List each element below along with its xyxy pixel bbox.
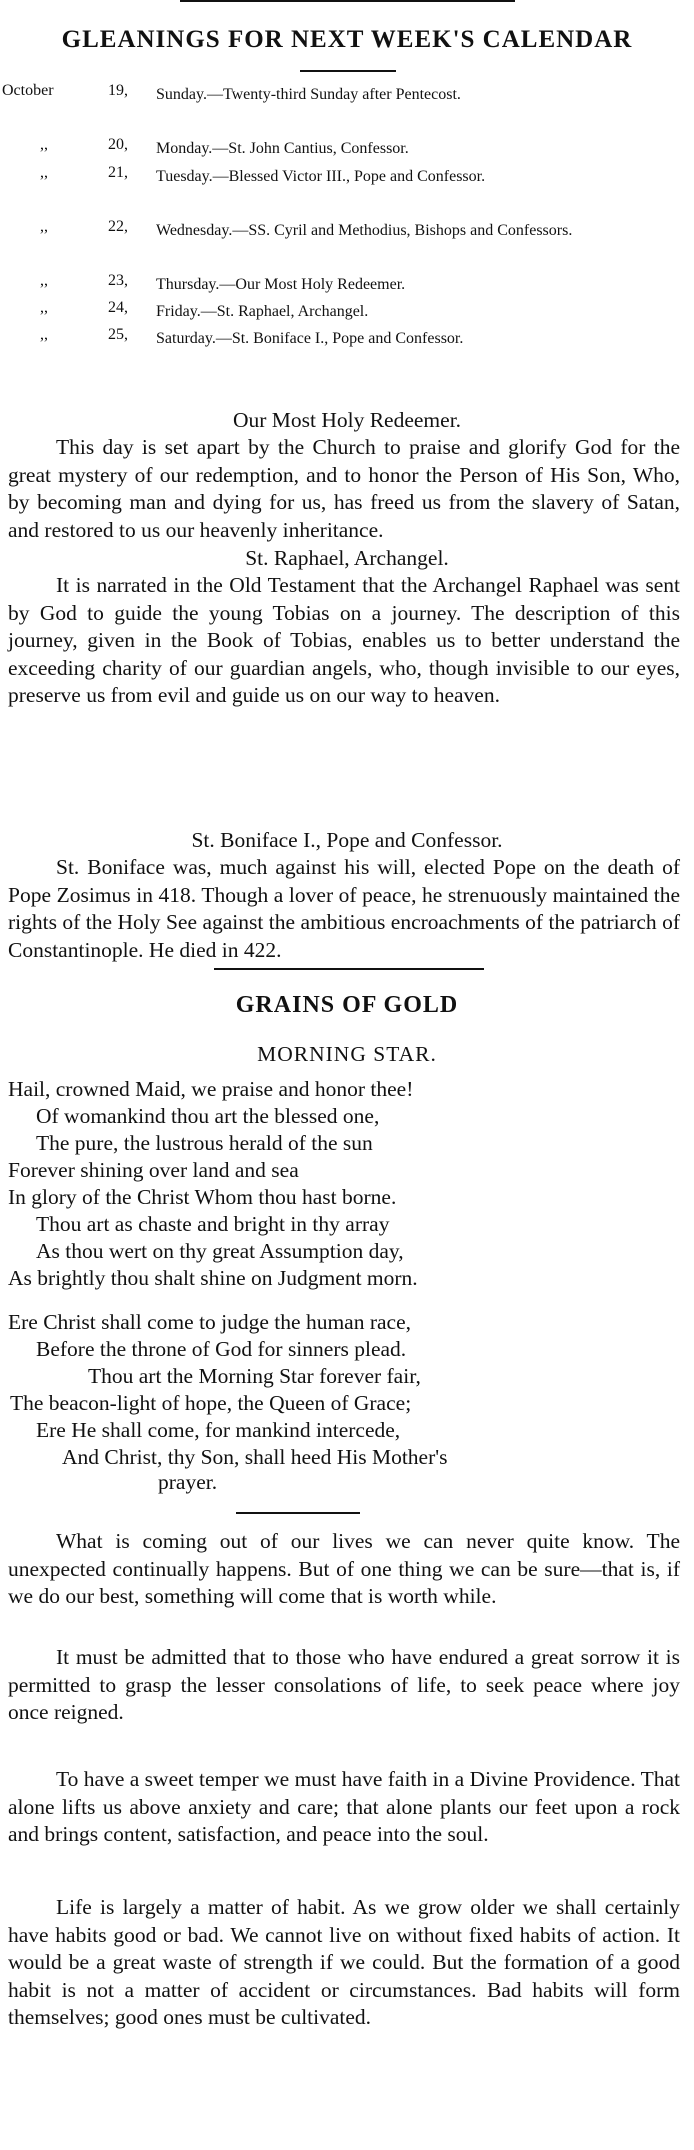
entry-month: ,, [40, 326, 48, 343]
poem-line: Hail, crowned Maid, we praise and honor thee! [8, 1077, 414, 1101]
poem-line: The beacon-light of hope, the Queen of Grace; [10, 1391, 412, 1415]
entry-text: Wednesday.—SS. Cyril and Methodius, Bishops and Confessors. [156, 222, 573, 239]
entry-day: 25, [108, 326, 128, 343]
entry-text: Thursday.—Our Most Holy Redeemer. [156, 276, 406, 293]
section-title: Our Most Holy Redeemer. [232, 408, 462, 432]
entry-text: Tuesday.—Blessed Victor III., Pope and Confessor. [156, 168, 486, 185]
entry-month: ,, [40, 272, 48, 289]
section-divider [214, 968, 484, 970]
entry-text: Saturday.—St. Boniface I., Pope and Confessor. [156, 330, 464, 347]
grain-paragraph: To have a sweet temper we must have faith in a Divine Providence. That alone lifts us above anxiety and care; that alone plants our feet upon a rock and brings content, satisfaction, and peace into the soul. [8, 1767, 680, 1846]
heading-underline [300, 70, 396, 72]
entry-text: Sunday.—Twenty-third Sunday after Pentecost. [156, 86, 461, 103]
section-body: It is narrated in the Old Testament that the Archangel Raphael was sent by God to guide the young Tobias on a journey. The description of this journey, given in the Book of Tobias, enables us to better understand the exceeding charity of our guardian angels, who, though invisible to our eyes, preserve us from evil and guide us on our way to heaven. [8, 573, 680, 707]
poem-line: Thou art the Morning Star forever fair, [88, 1364, 421, 1388]
poem-title: MORNING STAR. [257, 1042, 437, 1066]
entry-day: 21, [108, 164, 128, 181]
poem-line: Ere He shall come, for mankind intercede, [36, 1418, 401, 1442]
entry-month: ,, [40, 136, 48, 153]
grain-paragraph: Life is largely a matter of habit. As we grow older we shall certainly have habits good or bad. We cannot live on without fixed habits of action. It would be a great waste of strength if we could. But the formation of a good habit is not a matter of accident or circumstances. Bad habits will form themselves; good ones must be cultivated. [8, 1895, 680, 2029]
poem-line: Of womankind thou art the blessed one, [36, 1104, 380, 1128]
poem-line: Thou art as chaste and bright in thy array [36, 1212, 390, 1236]
entry-day: 20, [108, 136, 128, 153]
entry-month: ,, [40, 218, 48, 235]
section-title: St. Boniface I., Pope and Confessor. [191, 828, 503, 852]
poem-line: Ere Christ shall come to judge the human race, [8, 1310, 411, 1334]
poem-line: Forever shining over land and sea [8, 1158, 299, 1182]
poem-line: The pure, the lustrous herald of the sun [36, 1131, 373, 1155]
entry-day: 22, [108, 218, 128, 235]
grain-paragraph: What is coming out of our lives we can never quite know. The unexpected continually happens. But of one thing we can be sure—that is, if we do our best, something will come that is worth while. [8, 1529, 680, 1608]
poem-line: As brightly thou shalt shine on Judgment morn. [8, 1266, 418, 1290]
section-title: St. Raphael, Archangel. [245, 546, 449, 570]
grain-paragraph: It must be admitted that to those who have endured a great sorrow it is permitted to grasp the lesser consolations of life, to seek peace where joy once reigned. [8, 1645, 680, 1724]
section-body: St. Boniface was, much against his will, elected Pope on the death of Pope Zosimus in 418. Though a lover of peace, he strenuously maintained the rights of the Holy See against the ambitious encroachments of the patriarch of Constantinople. He died in 422. [8, 855, 680, 962]
entry-day: 24, [108, 299, 128, 316]
top-rule [180, 0, 515, 2]
entry-day: 23, [108, 272, 128, 289]
poem-line: prayer. [158, 1470, 218, 1494]
entry-month: October [2, 82, 54, 99]
poem-line: And Christ, thy Son, shall heed His Mother's [62, 1445, 448, 1469]
poem-line: In glory of the Christ Whom thou hast borne. [8, 1185, 397, 1209]
entry-month: ,, [40, 299, 48, 316]
poem-line: Before the throne of God for sinners plead. [36, 1337, 407, 1361]
entry-text: Monday.—St. John Cantius, Confessor. [156, 140, 409, 157]
section-body: This day is set apart by the Church to praise and glorify God for the great mystery of our redemption, and to honor the Person of His Son, Who, by becoming man and dying for us, has freed us from the slavery of Satan, and restored to us our heavenly inheritance. [8, 435, 680, 542]
entry-day: 19, [108, 82, 128, 99]
entry-text: Friday.—St. Raphael, Archangel. [156, 303, 369, 320]
poem-divider [236, 1512, 360, 1514]
grains-heading: GRAINS OF GOLD [235, 992, 459, 1018]
calendar-heading: GLEANINGS FOR NEXT WEEK'S CALENDAR [61, 26, 633, 53]
poem-line: As thou wert on thy great Assumption day, [36, 1239, 404, 1263]
entry-month: ,, [40, 164, 48, 181]
